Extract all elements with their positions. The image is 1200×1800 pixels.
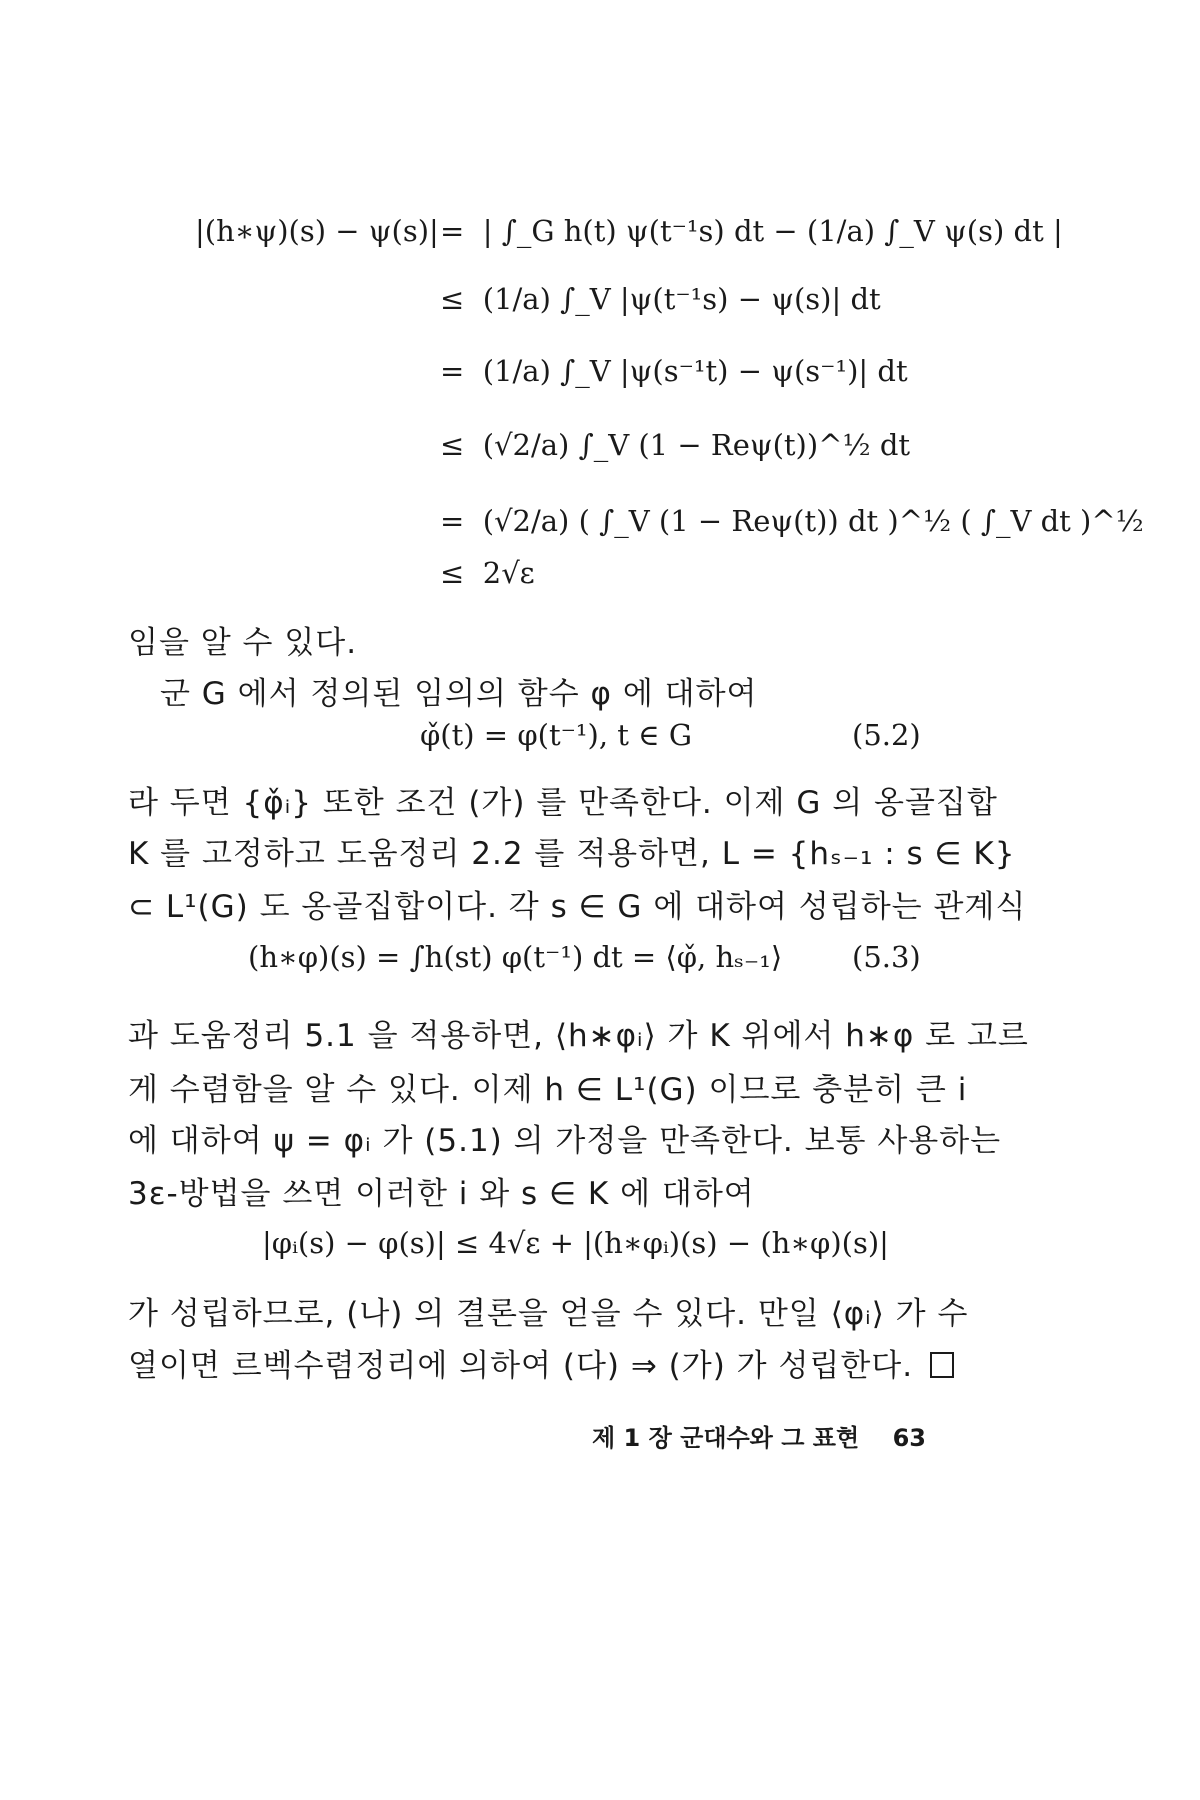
derivation-expr: (√2/a) ( ∫_V (1 − Reψ(t)) dt )^½ ( ∫_V dt )^½ [482, 504, 1144, 538]
paragraph-line: 군 G 에서 정의된 임의의 함수 φ 에 대하여 [160, 676, 758, 712]
derivation-line-5 [440, 504, 1144, 538]
derivation-line-2 [440, 282, 881, 316]
paragraph-line [128, 1340, 954, 1385]
derivation-lhs: |(h∗ψ)(s) − ψ(s)| [195, 214, 439, 248]
relation-symbol: = [440, 214, 465, 248]
derivation-line-1 [440, 214, 1063, 248]
running-footer [592, 1418, 926, 1453]
derivation-expr: (√2/a) ∫_V (1 − Reψ(t))^½ dt [482, 428, 911, 462]
derivation-expr: | ∫_G h(t) ψ(t⁻¹s) dt − (1/a) ∫_V ψ(s) dt | [482, 214, 1063, 248]
paragraph-line: 3ε-방법을 쓰면 이러한 i 와 s ∈ K 에 대하여 [128, 1176, 755, 1212]
equation-number: (5.2) [852, 718, 921, 752]
derivation-expr: (1/a) ∫_V |ψ(t⁻¹s) − ψ(s)| dt [482, 282, 881, 316]
inequality-display: |φᵢ(s) − φ(s)| ≤ 4√ε + |(h∗φᵢ)(s) − (h∗φ)(s)| [262, 1226, 889, 1260]
derivation-line-4 [440, 428, 910, 462]
paragraph-line: 가 성립하므로, (나) 의 결론을 얻을 수 있다. 만일 ⟨φᵢ⟩ 가 수 [128, 1296, 969, 1332]
relation-symbol: = [440, 504, 465, 538]
qed-box-icon [930, 1352, 954, 1378]
paragraph-line: 라 두면 {φ̌ᵢ} 또한 조건 (가) 를 만족한다. 이제 G 의 옹골집합 [128, 785, 998, 821]
paragraph-line: 게 수렴함을 알 수 있다. 이제 h ∈ L¹(G) 이므로 충분히 큰 i [128, 1072, 968, 1108]
relation-symbol: ≤ [440, 428, 465, 462]
equation-number: (5.3) [852, 940, 921, 974]
chapter-title: 제 1 장 군대수와 그 표현 [592, 1424, 860, 1452]
derivation-expr: (1/a) ∫_V |ψ(s⁻¹t) − ψ(s⁻¹)| dt [482, 354, 908, 388]
relation-symbol: = [440, 354, 465, 388]
paragraph-line: 에 대하여 ψ = φᵢ 가 (5.1) 의 가정을 만족한다. 보통 사용하는 [128, 1123, 1002, 1159]
derivation-line-6 [440, 556, 535, 590]
relation-symbol: ≤ [440, 282, 465, 316]
paragraph-line: K 를 고정하고 도움정리 2.2 를 적용하면, L = {hₛ₋₁ : s ∈ K} [128, 836, 1016, 872]
page-number: 63 [892, 1424, 926, 1452]
paragraph-text: 열이면 르벡수렴정리에 의하여 (다) ⇒ (가) 가 성립한다. [128, 1348, 914, 1384]
paragraph-line: ⊂ L¹(G) 도 옹골집합이다. 각 s ∈ G 에 대하여 성립하는 관계식 [128, 889, 1027, 925]
equation-5-2: φ̌(t) = φ(t⁻¹), t ∈ G [420, 718, 693, 752]
paragraph-line: 과 도움정리 5.1 을 적용하면, ⟨h∗φᵢ⟩ 가 K 위에서 h∗φ 로 고르 [128, 1018, 1029, 1054]
derivation-line-3 [440, 354, 908, 388]
paragraph-line: 임을 알 수 있다. [128, 625, 358, 661]
relation-symbol: ≤ [440, 556, 465, 590]
derivation-expr: 2√ε [482, 556, 535, 590]
equation-5-3: (h∗φ)(s) = ∫h(st) φ(t⁻¹) dt = ⟨φ̌, hₛ₋₁⟩ [248, 940, 783, 974]
